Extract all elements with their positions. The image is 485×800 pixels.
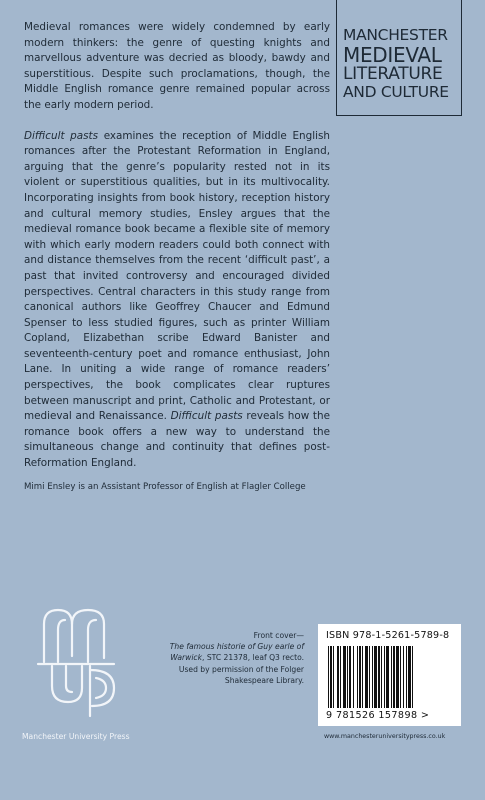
series-line-3: LITERATURE bbox=[343, 63, 443, 84]
barcode-stripe bbox=[374, 646, 377, 708]
barcode-panel bbox=[318, 624, 461, 726]
barcode-stripe bbox=[340, 646, 341, 708]
front-cover-credit bbox=[158, 630, 304, 686]
barcode-stripe bbox=[396, 646, 399, 708]
barcode-stripe bbox=[330, 646, 332, 708]
barcode-stripe bbox=[403, 646, 404, 708]
barcode-stripe bbox=[393, 646, 395, 708]
barcode-stripe bbox=[328, 646, 329, 708]
barcode-stripe bbox=[337, 646, 339, 708]
book-title-italic: Difficult pasts bbox=[24, 129, 99, 142]
barcode-stripe bbox=[347, 646, 348, 708]
book-title-italic: Difficult pasts bbox=[170, 410, 243, 423]
barcode-stripe bbox=[357, 646, 358, 708]
barcode-stripe bbox=[384, 646, 385, 708]
barcode-stripe bbox=[412, 646, 413, 708]
credit-label: Front cover— bbox=[253, 631, 304, 640]
barcode-stripe bbox=[378, 646, 380, 708]
barcode-stripe bbox=[408, 646, 411, 708]
barcode-stripe bbox=[333, 646, 334, 708]
series-line-4: AND CULTURE bbox=[343, 82, 449, 101]
blurb-paragraph-2 bbox=[24, 129, 330, 472]
barcode-stripe bbox=[406, 646, 407, 708]
barcode-stripe bbox=[365, 646, 368, 708]
barcode-bars bbox=[326, 646, 454, 708]
barcode-stripe bbox=[369, 646, 370, 708]
barcode-stripe bbox=[400, 646, 401, 708]
mup-monogram-icon bbox=[30, 604, 120, 722]
blurb-text: reveals how the romance book offers a new way to understand the simultaneous change and continuity that defines post-Reformation England. bbox=[24, 410, 330, 470]
barcode-stripe bbox=[349, 646, 351, 708]
series-line-2: MEDIEVAL bbox=[343, 42, 442, 67]
barcode-stripe bbox=[372, 646, 373, 708]
back-cover-blurb bbox=[24, 20, 330, 487]
blurb-text: examines the reception of Middle English romances after the Protestant Reformation in England, arguing that the genre’s popularity rested not in its violent or superstitious qualities, but in its multivocality. Incorporating insights from book history, reception history and cultural memory studies, Ensley argues that the medieval romance book became a flexible site of memory with which early modern readers could both connect with and distance themselves from the recent ‘difficult past’, a past that invited controversy and encouraged divided perspectives. Central characters in this study range from canonical authors like Geoffrey Chaucer and Edmund Spenser to less studied figures, such as printer William Copland, Elizabethan scribe Edward Banister and seventeenth-century poet and romance enthusiast, John Lane. In uniting a wide range of romance readers’ perspectives, the book complicates clear ruptures between manuscript and print, Catholic and Protestant, or medieval and Renaissance. bbox=[24, 129, 330, 423]
series-line-1: MANCHESTER bbox=[343, 26, 448, 44]
barcode-stripe bbox=[386, 646, 389, 708]
credit-details: , STC 21378, leaf Q3 recto. Used by permission of the Folger Shakespeare Library. bbox=[178, 653, 304, 685]
barcode-stripe bbox=[343, 646, 346, 708]
author-bio: Mimi Ensley is an Assistant Professor of English at Flagler College bbox=[24, 482, 306, 492]
publisher-website: www.manchesteruniversitypress.co.uk bbox=[324, 733, 446, 740]
barcode-stripe bbox=[353, 646, 354, 708]
barcode-stripe bbox=[381, 646, 382, 708]
barcode-stripe bbox=[359, 646, 361, 708]
barcode-stripe bbox=[362, 646, 363, 708]
isbn-label: ISBN 978-1-5261-5789-8 bbox=[326, 630, 450, 641]
credit-work-title: The famous historie of Guy earle of Warwick bbox=[169, 642, 304, 663]
series-title-box bbox=[336, 0, 462, 116]
barcode-number: 9 781526 157898 > bbox=[326, 710, 430, 721]
publisher-name: Manchester University Press bbox=[22, 732, 130, 741]
blurb-paragraph-1: Medieval romances were widely condemned by early modern thinkers: the genre of questing knights and marvellous adventure was decried as bloody, bawdy and superstitious. Despite such proclamations, though, the Middle English romance genre remained popular across the early modern period. bbox=[24, 21, 330, 111]
barcode-stripe bbox=[391, 646, 392, 708]
